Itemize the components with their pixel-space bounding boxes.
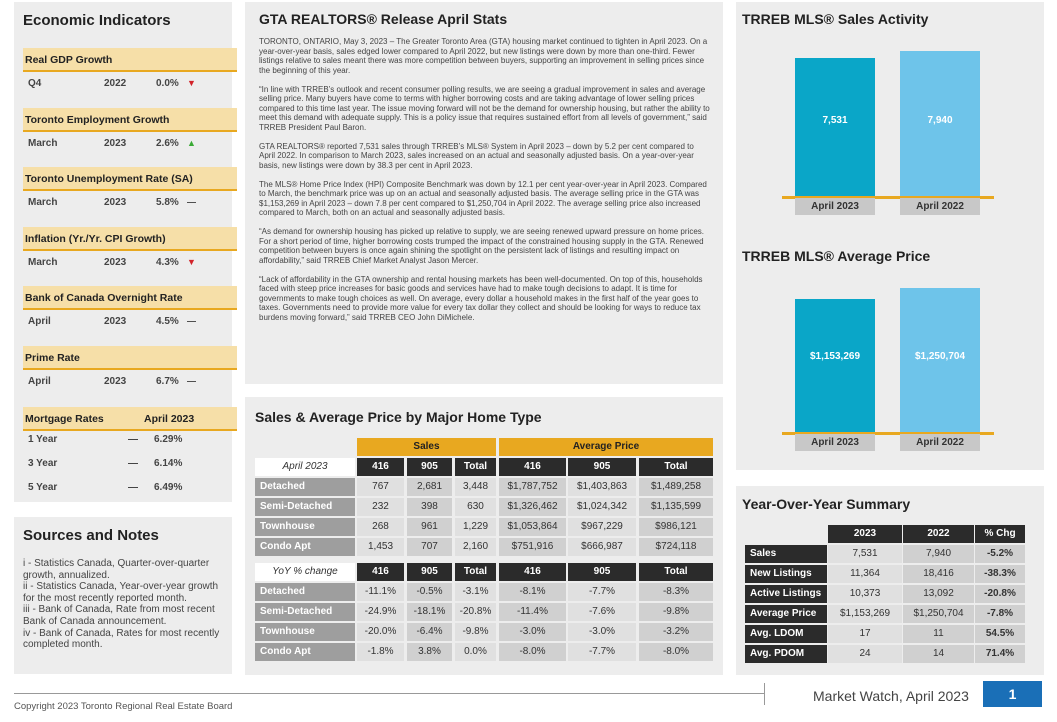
row-label: Semi-Detached	[255, 498, 355, 516]
table-cell: -20.8%	[455, 603, 496, 621]
indicator-period: April	[28, 375, 51, 387]
indicator-row	[23, 373, 223, 391]
table-cell: 24	[828, 645, 902, 663]
trend-flat-icon: —	[128, 458, 138, 469]
trend-up-icon: ▲	[187, 137, 196, 148]
mortgage-rate-value: 6.49%	[154, 482, 183, 493]
note-item: iii - Bank of Canada, Rate from most recent Bank of Canada announcement.	[23, 604, 215, 627]
indicator-value: 6.7%	[156, 375, 179, 387]
indicator-name: Real GDP Growth	[25, 54, 113, 66]
column-header: Total	[639, 563, 713, 581]
indicator-name: Inflation (Yr./Yr. CPI Growth)	[25, 232, 166, 245]
yoy-summary-panel	[736, 486, 1044, 675]
row-label: Townhouse	[255, 518, 355, 536]
row-label: Sales	[745, 545, 827, 563]
mortgage-rates-title: Mortgage Rates	[25, 413, 104, 425]
bar-value-label: $1,250,704	[914, 351, 966, 362]
table-cell: $1,135,599	[639, 498, 713, 516]
indicator-year: 2022	[104, 78, 127, 89]
release-paragraph: “In line with TRREB’s outlook and recent consumer polling results, we are seeing a gradual improvement in sales and average selling price. Many buyers have come to terms with higher borrowing costs and are taking advantage of lower selling prices compared to this time last year. The issue moving forward will not be the demand for ownership housing, but rather the ability to meet this demand with adequate supply. This is a policy issue that requires sustained effort from all levels of government,” said TRREB President Paul Baron.	[259, 84, 710, 132]
table-cell: $967,229	[568, 518, 636, 536]
table-cell: -11.4%	[499, 603, 566, 621]
column-header: 905	[407, 563, 452, 581]
indicator-period: April	[28, 316, 51, 327]
table-cell: -18.1%	[407, 603, 452, 621]
trend-flat-icon: —	[187, 375, 196, 386]
period-label: YoY % change	[255, 563, 355, 581]
table-cell: 7,531	[828, 545, 902, 563]
table-cell: -9.8%	[639, 603, 713, 621]
period-label: April 2023	[255, 458, 355, 476]
indicator-row	[23, 194, 223, 212]
table-cell: 0.0%	[455, 643, 496, 661]
column-header: Total	[455, 563, 496, 581]
table-cell: -8.3%	[639, 583, 713, 601]
table-cell: 11	[903, 625, 974, 643]
mortgage-rate-row	[23, 432, 223, 450]
indicator-name: Toronto Employment Growth	[25, 113, 170, 126]
bar-value-label: 7,940	[927, 115, 953, 126]
indicator-year: 2023	[104, 137, 127, 149]
economic-indicators-panel	[14, 2, 232, 502]
table-cell: -8.0%	[639, 643, 713, 661]
footer-divider	[14, 693, 764, 694]
row-label: Avg. LDOM	[745, 625, 827, 643]
indicator-header	[23, 48, 237, 72]
table-cell: $1,489,258	[639, 478, 713, 496]
table-cell: -24.9%	[357, 603, 404, 621]
copyright-text: Copyright 2023 Toronto Regional Real Estate Board	[14, 701, 233, 712]
note-item: ii - Statistics Canada, Year-over-year growth for the most recently reported month.	[23, 581, 219, 604]
trend-flat-icon: —	[187, 316, 196, 326]
table-cell: 13,092	[903, 585, 974, 603]
bar-value-label: $1,153,269	[809, 351, 861, 362]
table-cell: 398	[407, 498, 452, 516]
bar-value-label: 7,531	[822, 115, 848, 126]
table-cell: -9.8%	[455, 623, 496, 641]
table-cell: -8.1%	[499, 583, 566, 601]
table-cell: -3.1%	[455, 583, 496, 601]
row-label: Townhouse	[255, 623, 355, 641]
indicator-name: Toronto Unemployment Rate (SA)	[25, 173, 193, 185]
yoy-summary-title: Year-Over-Year Summary	[742, 496, 911, 512]
average-price-title: TRREB MLS® Average Price	[742, 248, 931, 264]
table-cell: -3.2%	[639, 623, 713, 641]
indicator-year: 2023	[104, 316, 127, 327]
sales-activity-title: TRREB MLS® Sales Activity	[742, 11, 929, 27]
row-label: Detached	[255, 478, 355, 496]
table-cell: $986,121	[639, 518, 713, 536]
trend-down-icon: ▼	[187, 78, 196, 88]
release-title: GTA REALTORS® Release April Stats	[259, 11, 508, 27]
mortgage-rate-row	[23, 456, 223, 474]
release-body	[259, 37, 711, 332]
table-cell: 10,373	[828, 585, 902, 603]
column-header: 416	[499, 458, 566, 476]
release-paragraph: TORONTO, ONTARIO, May 3, 2023 – The Greater Toronto Area (GTA) housing market continued to tighten in April 2023. On a year-over-year basis, sales edged lower compared to April 2022, but new listings were down by more than one-third. Fewer listings relative to sales meant there was more competition between buyers, supporting an improvement in selling prices since the beginning of this year.	[259, 37, 708, 75]
bar	[795, 299, 875, 432]
indicator-name: Prime Rate	[25, 351, 80, 364]
indicator-row	[23, 313, 223, 331]
column-header: % Chg	[975, 525, 1025, 543]
column-header: Total	[639, 458, 713, 476]
indicator-period: March	[28, 137, 58, 149]
page-number: 1	[983, 681, 1042, 707]
mortgage-rates-header	[23, 407, 237, 431]
indicator-row	[23, 75, 223, 93]
column-header: 905	[407, 458, 452, 476]
indicator-header	[23, 108, 237, 132]
table-cell: $1,787,752	[499, 478, 566, 496]
table-cell: -20.8%	[975, 585, 1025, 603]
home-type-panel	[245, 397, 723, 675]
footer-divider-tick	[764, 683, 765, 705]
bar	[795, 58, 875, 196]
mortgage-rates-month: April 2023	[144, 413, 195, 425]
column-header: 416	[357, 458, 404, 476]
category-label: April 2022	[900, 434, 980, 451]
indicator-year: 2023	[104, 375, 127, 387]
table-cell: 17	[828, 625, 902, 643]
table-cell: 71.4%	[975, 645, 1025, 663]
table-cell: $1,153,269	[828, 605, 902, 623]
table-cell: 630	[455, 498, 496, 516]
indicator-value: 2.6%	[156, 137, 179, 149]
table-cell: 11,364	[828, 565, 902, 583]
indicator-row	[23, 135, 223, 153]
indicator-header	[23, 167, 237, 191]
indicator-value: 4.3%	[156, 256, 179, 268]
footer-title: Market Watch, April 2023	[813, 688, 969, 704]
indicator-header	[23, 227, 237, 251]
trend-flat-icon: —	[187, 197, 196, 207]
row-label: New Listings	[745, 565, 827, 583]
sources-title: Sources and Notes	[23, 527, 159, 544]
column-header: 2023	[828, 525, 902, 543]
table-cell: -11.1%	[357, 583, 404, 601]
table-cell: 14	[903, 645, 974, 663]
table-cell: 2,160	[455, 538, 496, 556]
table-cell: $666,987	[568, 538, 636, 556]
table-cell: 7,940	[903, 545, 974, 563]
release-paragraph: “As demand for ownership housing has picked up relative to supply, we are seeing renewed upward pressure on home prices. For a short period of time, higher borrowing costs trumped the impact of the constrained housing supply in the GTA. Renewed competition between buyers is once again shining the spotlight on the persistent lack of listings and resulting impact on affordability,” said TRREB Chief Market Analyst Jason Mercer.	[259, 227, 704, 265]
row-label: Condo Apt	[255, 538, 355, 556]
sources-notes	[23, 558, 228, 651]
table-cell: $1,326,462	[499, 498, 566, 516]
table-cell: $1,053,864	[499, 518, 566, 536]
table-cell: -6.4%	[407, 623, 452, 641]
table-cell: -7.7%	[568, 583, 636, 601]
indicator-value: 4.5%	[156, 316, 179, 327]
indicator-year: 2023	[104, 256, 127, 268]
charts-panel	[736, 2, 1044, 470]
table-cell: 961	[407, 518, 452, 536]
column-header: 416	[357, 563, 404, 581]
note-item: iv - Bank of Canada, Rates for most recently completed month.	[23, 627, 220, 651]
category-label: April 2023	[795, 198, 875, 215]
trend-flat-icon: —	[128, 434, 138, 445]
table-cell: -7.7%	[568, 643, 636, 661]
indicator-header	[23, 286, 237, 310]
indicator-name: Bank of Canada Overnight Rate	[25, 292, 183, 304]
mortgage-rate-row	[23, 480, 223, 498]
table-cell: -8.0%	[499, 643, 566, 661]
sales-group-header: Sales	[357, 438, 496, 456]
economic-indicators-title: Economic Indicators	[23, 12, 171, 29]
trend-down-icon: ▼	[187, 256, 196, 267]
trend-flat-icon: —	[128, 482, 138, 493]
indicator-value: 0.0%	[156, 78, 179, 89]
release-panel	[245, 2, 723, 384]
mortgage-term: 5 Year	[28, 482, 58, 493]
table-cell: $724,118	[639, 538, 713, 556]
column-header: 2022	[903, 525, 974, 543]
column-header: 905	[568, 563, 636, 581]
row-label: Active Listings	[745, 585, 827, 603]
release-paragraph: “Lack of affordability in the GTA ownership and rental housing markets has been well-documented. On top of this, households faced with steep price increases for basic goods and services have had to make tough decisions to adapt. It is time for governments to make tough choices as well. On average, every dollar a household makes in the first half of the year goes to taxes. Governments need to provide more value for every tax dollar they collect and should be looking for ways to reduce tax burdens moving forward,” said TRREB CEO John DiMichele.	[259, 274, 703, 322]
category-label: April 2023	[795, 434, 875, 451]
row-label: Average Price	[745, 605, 827, 623]
table-cell: 3.8%	[407, 643, 452, 661]
table-cell: 707	[407, 538, 452, 556]
table-cell: 1,229	[455, 518, 496, 536]
column-header: 416	[499, 563, 566, 581]
column-header: Total	[455, 458, 496, 476]
table-cell: -0.5%	[407, 583, 452, 601]
table-cell: -5.2%	[975, 545, 1025, 563]
row-label: Detached	[255, 583, 355, 601]
table-cell: $1,024,342	[568, 498, 636, 516]
table-cell: 268	[357, 518, 404, 536]
indicator-year: 2023	[104, 197, 127, 208]
row-label: Condo Apt	[255, 643, 355, 661]
table-cell: 1,453	[357, 538, 404, 556]
release-paragraph: GTA REALTORS® reported 7,531 sales through TRREB’s MLS® System in April 2023 – down by 5.2 per cent compared to April 2022. In comparison to March 2023, sales increased on an actual and seasonally adjusted basis. On a year-over-year basis, new listings were down by 38.3 per cent in April 2023.	[259, 141, 694, 170]
table-cell: -3.0%	[499, 623, 566, 641]
price-group-header: Average Price	[499, 438, 713, 456]
mortgage-term: 3 Year	[28, 458, 58, 469]
table-cell: -38.3%	[975, 565, 1025, 583]
indicator-period: Q4	[28, 78, 42, 89]
indicator-row	[23, 254, 223, 272]
indicator-header	[23, 346, 237, 370]
table-cell: $1,250,704	[903, 605, 974, 623]
indicator-value: 5.8%	[156, 197, 179, 208]
table-cell: -7.8%	[975, 605, 1025, 623]
note-item: i - Statistics Canada, Quarter-over-quarter growth, annualized.	[23, 558, 210, 581]
table-cell: 767	[357, 478, 404, 496]
category-label: April 2022	[900, 198, 980, 215]
table-cell: 3,448	[455, 478, 496, 496]
table-cell: 232	[357, 498, 404, 516]
mortgage-term: 1 Year	[28, 434, 58, 445]
row-label: Semi-Detached	[255, 603, 355, 621]
row-label: Avg. PDOM	[745, 645, 827, 663]
sources-panel	[14, 517, 232, 674]
table-cell: -3.0%	[568, 623, 636, 641]
table-cell: 18,416	[903, 565, 974, 583]
table-cell: -7.6%	[568, 603, 636, 621]
table-cell: $751,916	[499, 538, 566, 556]
table-cell: -1.8%	[357, 643, 404, 661]
table-cell: 54.5%	[975, 625, 1025, 643]
indicator-period: March	[28, 197, 58, 208]
mortgage-rate-value: 6.14%	[154, 458, 183, 469]
home-type-title: Sales & Average Price by Major Home Type	[255, 409, 542, 425]
table-cell: 2,681	[407, 478, 452, 496]
column-header: 905	[568, 458, 636, 476]
table-cell: -20.0%	[357, 623, 404, 641]
mortgage-rate-value: 6.29%	[154, 434, 183, 445]
table-cell: $1,403,863	[568, 478, 636, 496]
indicator-period: March	[28, 256, 58, 268]
release-paragraph: The MLS® Home Price Index (HPI) Composite Benchmark was down by 12.1 per cent year-over-year in April 2023. Compared to March, the benchmark price was up on an actual and seasonally adjusted basis. The average selling price in the GTA was $1,153,269 in April 2023 – down 7.8 per cent compared to $1,250,704 in April 2022. The average selling price also increased compared to March, both on an actual and seasonally adjusted basis.	[259, 179, 707, 217]
